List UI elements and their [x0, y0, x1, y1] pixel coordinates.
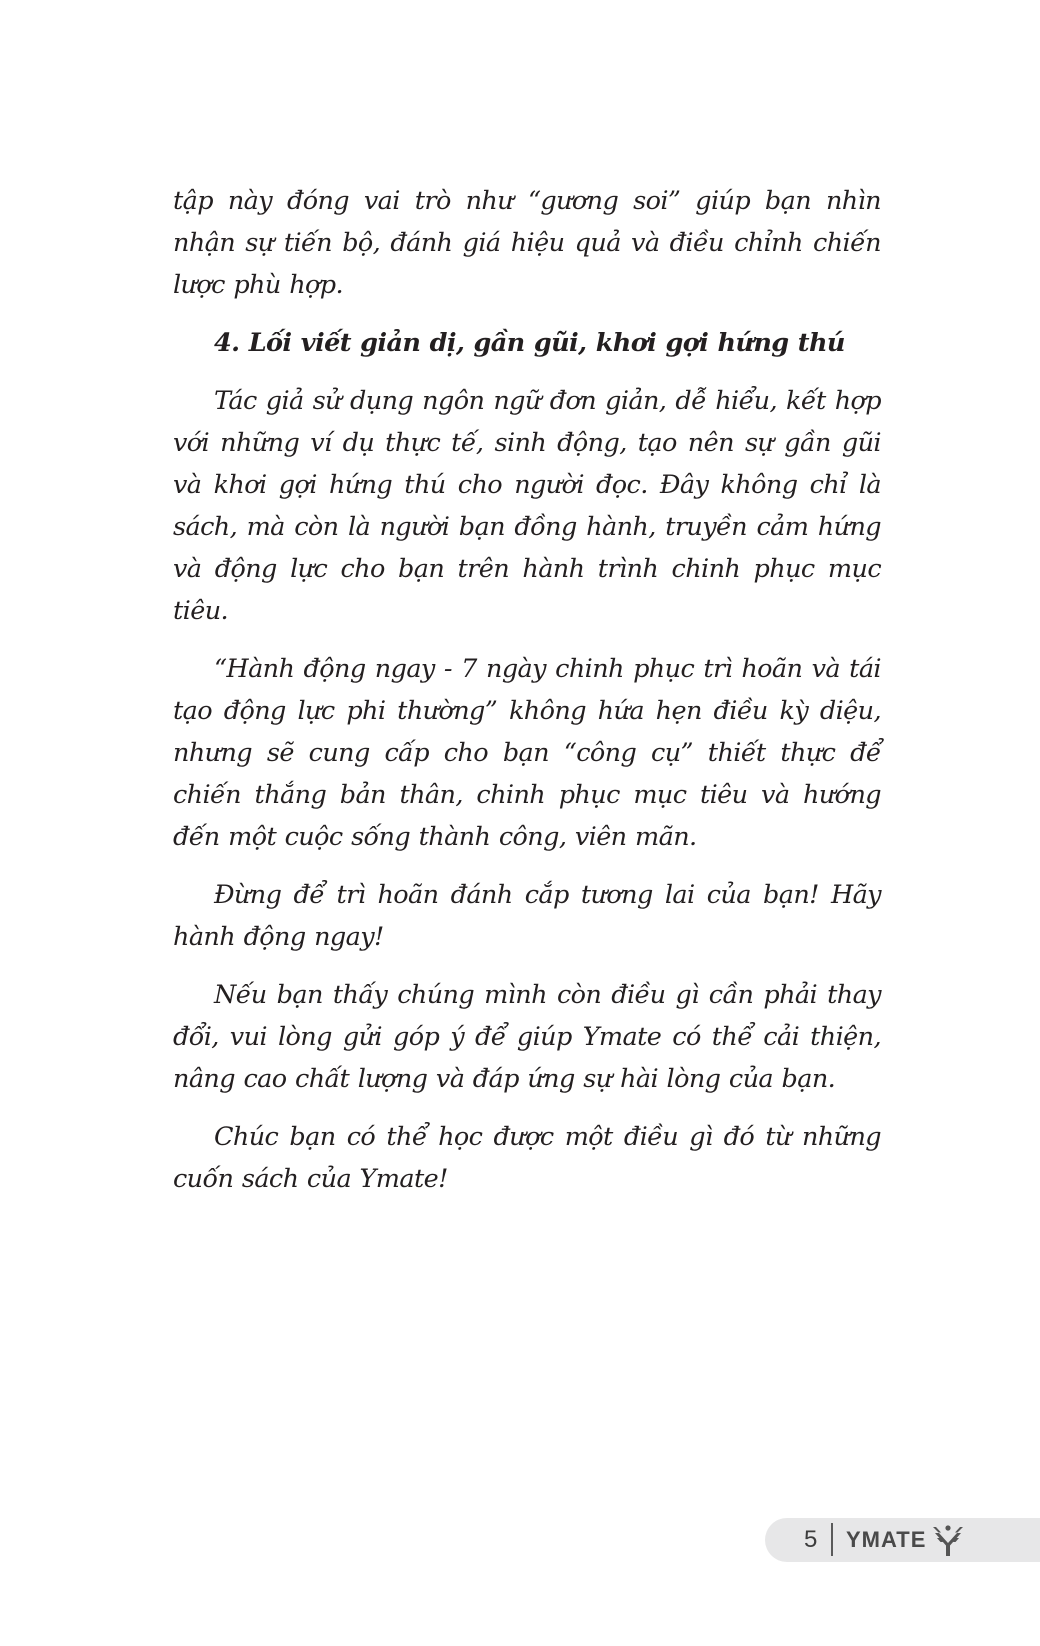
ymate-logo-icon: [930, 1523, 966, 1559]
page-body: [173, 180, 881, 1216]
paragraph-writing-style: Tác giả sử dụng ngôn ngữ đơn giản, dễ hiểu, kết hợp với những ví dụ thực tế, sinh động, tạo nên sự gần gũi và khơi gợi hứng thú cho người đọc. Đây không chỉ là sách, mà còn là người bạn đồng hành, truyền cảm hứng và động lực cho bạn trên hành trình chinh phục mục tiêu.: [173, 386, 881, 626]
section-heading: 4. Lối viết giản dị, gần gũi, khơi gợi hứng thú: [214, 328, 845, 358]
paragraph-closing: Chúc bạn có thể học được một điều gì đó từ những cuốn sách của Ymate!: [173, 1122, 881, 1194]
paragraph-continued: tập này đóng vai trò như “gương soi” giúp bạn nhìn nhận sự tiến bộ, đánh giá hiệu quả và điều chỉnh chiến lược phù hợp.: [173, 186, 881, 300]
paragraph-feedback: Nếu bạn thấy chúng mình còn điều gì cần phải thay đổi, vui lòng gửi góp ý để giúp Ymate có thể cải thiện, nâng cao chất lượng và đáp ứng sự hài lòng của bạn.: [173, 980, 881, 1094]
page-number: 5: [804, 1526, 818, 1553]
brand-name: YMATE: [846, 1527, 927, 1552]
paragraph-book-promise: “Hành động ngay - 7 ngày chinh phục trì hoãn và tái tạo động lực phi thường” không hứa hẹn điều kỳ diệu, nhưng sẽ cung cấp cho bạn “công cụ” thiết thực để chiến thắng bản thân, chinh phục mục tiêu và hướng đến một cuộc sống thành công, viên mãn.: [173, 654, 881, 852]
footer-divider: [831, 1523, 833, 1556]
paragraph-call-to-action: Đừng để trì hoãn đánh cắp tương lai của bạn! Hãy hành động ngay!: [173, 880, 881, 952]
